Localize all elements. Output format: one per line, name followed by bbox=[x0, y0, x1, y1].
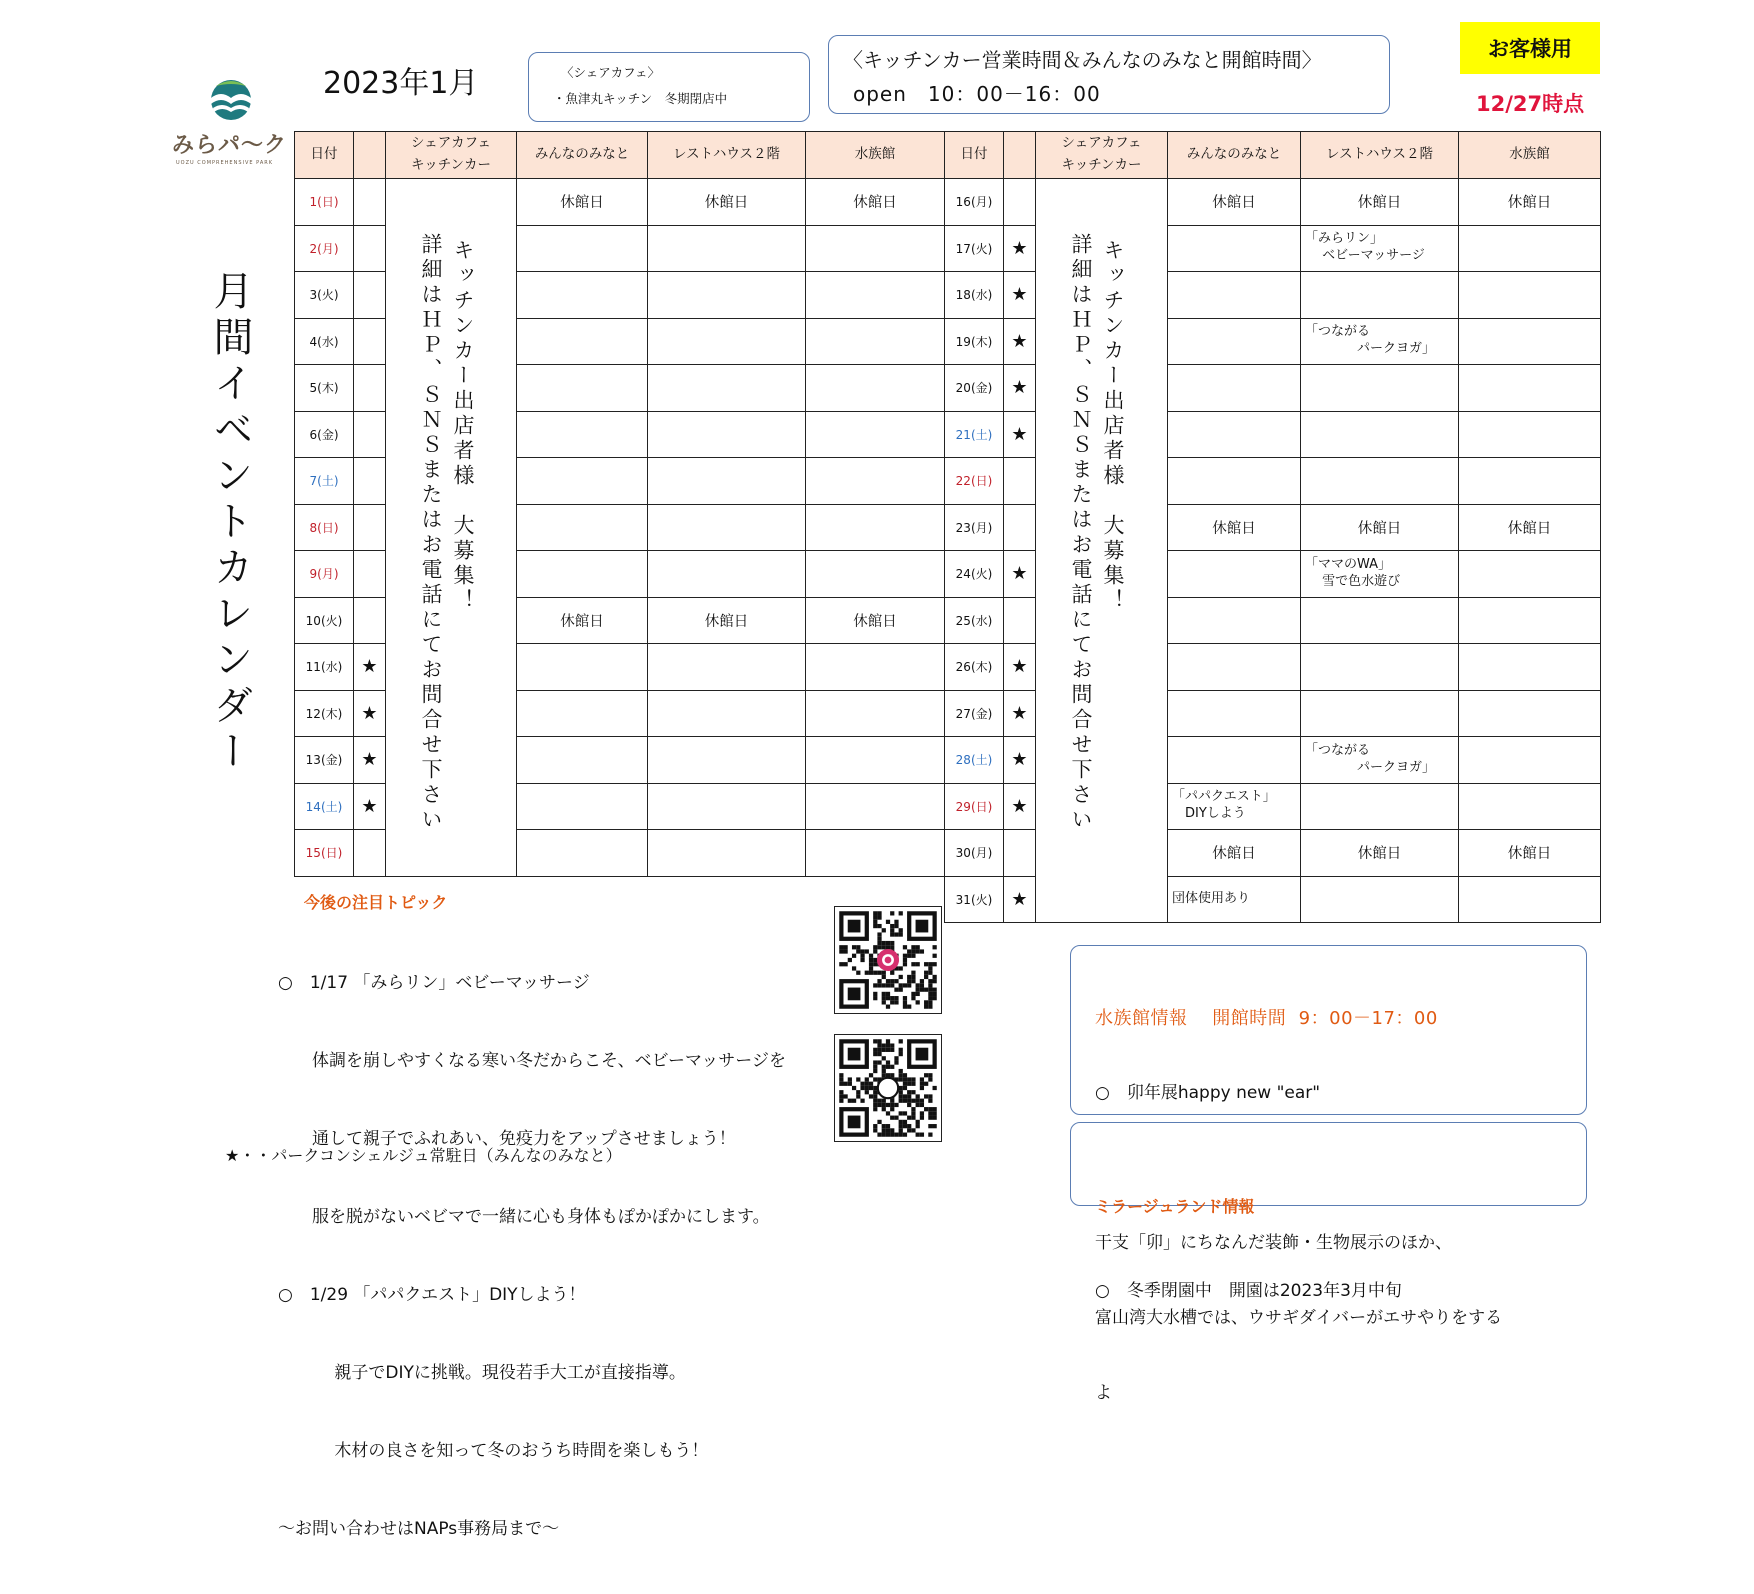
date-cell: 14(土) bbox=[295, 783, 354, 830]
col-header-aquarium: 水族館 bbox=[806, 132, 945, 179]
share-cafe-title: 〈シェアカフェ〉 bbox=[561, 65, 661, 80]
col-header-star bbox=[1004, 132, 1036, 179]
date-cell: 13(金) bbox=[295, 737, 354, 784]
aquarium-cell bbox=[1459, 876, 1601, 923]
minato-cell bbox=[517, 644, 648, 691]
aquarium-cell: 休館日 bbox=[806, 597, 945, 644]
aquarium-cell bbox=[1459, 783, 1601, 830]
date-cell: 19(木) bbox=[945, 318, 1004, 365]
hours-box bbox=[828, 35, 1390, 114]
concierge-star bbox=[354, 272, 386, 319]
minato-cell bbox=[517, 551, 648, 598]
logo-text: みらパ〜ク bbox=[172, 133, 288, 158]
minato-cell bbox=[1168, 737, 1301, 784]
minato-cell: 休館日 bbox=[1168, 504, 1301, 551]
date-cell: 23(月) bbox=[945, 504, 1004, 551]
resthouse-cell bbox=[1301, 783, 1459, 830]
topic-line: 通して親子でふれあい、免疫力をアップさせましょう！ bbox=[278, 1129, 736, 1149]
aquarium-cell bbox=[806, 365, 945, 412]
concierge-star: ★ bbox=[354, 737, 386, 784]
date-cell: 11(水) bbox=[295, 644, 354, 691]
concierge-star: ★ bbox=[1004, 272, 1036, 319]
concierge-star bbox=[354, 597, 386, 644]
resthouse-cell: 休館日 bbox=[1301, 504, 1459, 551]
page-title: 月間イベントカレンダー bbox=[207, 270, 253, 776]
aquarium-cell bbox=[806, 272, 945, 319]
aquarium-cell bbox=[806, 551, 945, 598]
col-header-resthouse: レストハウス２階 bbox=[1301, 132, 1459, 179]
topics-section bbox=[278, 890, 786, 1594]
aquarium-cell: 休館日 bbox=[1459, 504, 1601, 551]
concierge-star bbox=[354, 458, 386, 505]
date-cell: 6(金) bbox=[295, 411, 354, 458]
resthouse-cell bbox=[648, 458, 806, 505]
aquarium-heading: 水族館情報 開館時間 9：00－17：00 bbox=[1095, 1008, 1438, 1029]
aquarium-cell bbox=[806, 690, 945, 737]
mirageland-line: ○ 冬季閉園中 開園は2023年3月中旬 bbox=[1095, 1281, 1402, 1301]
concierge-star bbox=[1004, 504, 1036, 551]
resthouse-cell bbox=[648, 225, 806, 272]
concierge-star: ★ bbox=[1004, 644, 1036, 691]
kitchen-notice-contact: 詳細はＨＰ、ＳＮＳまたはお電話にてお問合せ下さい bbox=[1069, 233, 1093, 833]
resthouse-cell: 「ママのWA」 雪で色水遊び bbox=[1301, 551, 1459, 598]
share-cafe-box bbox=[528, 52, 810, 122]
col-header-minato: みんなのみなと bbox=[517, 132, 648, 179]
minato-cell bbox=[1168, 225, 1301, 272]
concierge-star bbox=[1004, 597, 1036, 644]
date-cell: 21(土) bbox=[945, 411, 1004, 458]
aquarium-line: 干支「卯」にちなんだ装飾・生物展示のほか、 bbox=[1095, 1233, 1452, 1253]
topic-line: 親子でDIYに挑戦。現役若手大工が直接指導。 bbox=[278, 1363, 686, 1383]
minato-cell bbox=[1168, 597, 1301, 644]
minato-cell bbox=[517, 225, 648, 272]
aquarium-cell bbox=[1459, 597, 1601, 644]
date-cell: 2(月) bbox=[295, 225, 354, 272]
aquarium-cell bbox=[806, 737, 945, 784]
date-cell: 28(土) bbox=[945, 737, 1004, 784]
topic-line: ～お問い合わせはNAPs事務局まで～ bbox=[278, 1519, 560, 1539]
aquarium-cell bbox=[1459, 551, 1601, 598]
resthouse-cell bbox=[1301, 411, 1459, 458]
minato-cell bbox=[1168, 365, 1301, 412]
resthouse-cell bbox=[648, 272, 806, 319]
concierge-star bbox=[354, 411, 386, 458]
concierge-star bbox=[354, 365, 386, 412]
aquarium-cell bbox=[1459, 644, 1601, 691]
kitchen-car-notice bbox=[386, 179, 517, 877]
date-cell: 9(月) bbox=[295, 551, 354, 598]
date-cell: 25(水) bbox=[945, 597, 1004, 644]
minato-cell bbox=[1168, 690, 1301, 737]
aquarium-cell bbox=[806, 458, 945, 505]
minato-cell: 団体使用あり bbox=[1168, 876, 1301, 923]
aquarium-cell bbox=[1459, 272, 1601, 319]
minato-cell bbox=[517, 737, 648, 784]
date-cell: 17(火) bbox=[945, 225, 1004, 272]
col-header-resthouse: レストハウス２階 bbox=[648, 132, 806, 179]
aquarium-cell bbox=[806, 318, 945, 365]
minato-cell: 休館日 bbox=[1168, 179, 1301, 226]
minato-cell bbox=[517, 272, 648, 319]
minato-cell bbox=[517, 690, 648, 737]
kitchen-car-notice bbox=[1036, 179, 1168, 923]
date-cell: 3(火) bbox=[295, 272, 354, 319]
aquarium-cell bbox=[1459, 318, 1601, 365]
date-cell: 20(金) bbox=[945, 365, 1004, 412]
resthouse-cell bbox=[1301, 876, 1459, 923]
mirageland-heading: ミラージュランド情報 bbox=[1095, 1197, 1255, 1216]
resthouse-cell bbox=[648, 830, 806, 877]
resthouse-cell bbox=[648, 737, 806, 784]
minato-cell bbox=[517, 365, 648, 412]
aquarium-cell bbox=[806, 783, 945, 830]
date-cell: 15(日) bbox=[295, 830, 354, 877]
minato-cell bbox=[517, 830, 648, 877]
date-cell: 4(水) bbox=[295, 318, 354, 365]
aquarium-line: よ bbox=[1095, 1383, 1112, 1403]
resthouse-cell bbox=[1301, 597, 1459, 644]
minato-cell bbox=[517, 783, 648, 830]
resthouse-cell bbox=[648, 365, 806, 412]
resthouse-cell: 「つながる パークヨガ」 bbox=[1301, 737, 1459, 784]
aquarium-cell bbox=[1459, 690, 1601, 737]
date-cell: 24(火) bbox=[945, 551, 1004, 598]
kitchen-notice-recruit: キッチンカー出店者様 大募集！ bbox=[1101, 239, 1125, 614]
concierge-star: ★ bbox=[354, 644, 386, 691]
minato-cell bbox=[1168, 272, 1301, 319]
aquarium-cell bbox=[1459, 411, 1601, 458]
calendar-table-right bbox=[944, 131, 1601, 923]
date-cell: 18(水) bbox=[945, 272, 1004, 319]
instagram-qr-code[interactable] bbox=[834, 906, 942, 1014]
aquarium-cell: 休館日 bbox=[1459, 179, 1601, 226]
date-cell: 22(日) bbox=[945, 458, 1004, 505]
kitchen-notice-recruit: キッチンカー出店者様 大募集！ bbox=[451, 239, 475, 614]
resthouse-cell bbox=[648, 411, 806, 458]
date-cell: 29(日) bbox=[945, 783, 1004, 830]
concierge-star: ★ bbox=[1004, 365, 1036, 412]
concierge-star bbox=[354, 225, 386, 272]
date-cell: 5(木) bbox=[295, 365, 354, 412]
resthouse-cell bbox=[1301, 272, 1459, 319]
resthouse-cell bbox=[648, 783, 806, 830]
topic-line: ○ 1/17 「みらリン」ベビーマッサージ bbox=[278, 973, 590, 993]
aquarium-cell bbox=[806, 225, 945, 272]
col-header-date: 日付 bbox=[295, 132, 354, 179]
logo-subtitle: UOZU COMPREHENSIVE PARK bbox=[176, 160, 274, 166]
col-header-star bbox=[354, 132, 386, 179]
topics-heading: 今後の注目トピック bbox=[304, 893, 448, 912]
resthouse-cell: 「みらリン」 ベビーマッサージ bbox=[1301, 225, 1459, 272]
hours-line: open 10：00－16：00 bbox=[853, 82, 1101, 106]
minato-cell bbox=[1168, 551, 1301, 598]
resthouse-cell bbox=[1301, 690, 1459, 737]
resthouse-cell: 「つながる パークヨガ」 bbox=[1301, 318, 1459, 365]
date-cell: 12(木) bbox=[295, 690, 354, 737]
topic-line: 体調を崩しやすくなる寒い冬だからこそ、ベビーマッサージを bbox=[278, 1051, 786, 1071]
topic-line: ○ 1/29 「パパクエスト」DIYしよう！ bbox=[278, 1285, 586, 1305]
concierge-star bbox=[354, 830, 386, 877]
aquarium-cell bbox=[1459, 458, 1601, 505]
aquarium-cell bbox=[1459, 225, 1601, 272]
concierge-star: ★ bbox=[1004, 737, 1036, 784]
hours-title: 〈キッチンカー営業時間＆みんなのみなと開館時間〉 bbox=[843, 48, 1322, 72]
line-qr-code[interactable] bbox=[834, 1034, 942, 1142]
resthouse-cell bbox=[648, 644, 806, 691]
aquarium-cell bbox=[806, 411, 945, 458]
minato-cell bbox=[517, 458, 648, 505]
concierge-star: ★ bbox=[1004, 225, 1036, 272]
concierge-star bbox=[354, 318, 386, 365]
date-cell: 7(土) bbox=[295, 458, 354, 505]
minato-cell: 休館日 bbox=[517, 597, 648, 644]
concierge-star: ★ bbox=[354, 783, 386, 830]
topic-line: 服を脱がないベビマで一緒に心も身体もぽかぽかにします。 bbox=[278, 1207, 770, 1227]
calendar-row bbox=[945, 179, 1601, 226]
date-cell: 8(日) bbox=[295, 504, 354, 551]
concierge-star: ★ bbox=[1004, 690, 1036, 737]
resthouse-cell bbox=[1301, 458, 1459, 505]
share-cafe-line: ・魚津丸キッチン 冬期閉店中 bbox=[553, 91, 728, 106]
resthouse-cell: 休館日 bbox=[1301, 179, 1459, 226]
resthouse-cell: 休館日 bbox=[1301, 830, 1459, 877]
concierge-star: ★ bbox=[1004, 876, 1036, 923]
customer-badge: お客様用 bbox=[1460, 22, 1600, 74]
aquarium-cell bbox=[1459, 737, 1601, 784]
concierge-star: ★ bbox=[354, 690, 386, 737]
col-header-date: 日付 bbox=[945, 132, 1004, 179]
topic-line: 木材の良さを知って冬のおうち時間を楽しもう！ bbox=[278, 1441, 709, 1461]
date-cell: 16(月) bbox=[945, 179, 1004, 226]
resthouse-cell bbox=[648, 551, 806, 598]
concierge-star bbox=[1004, 830, 1036, 877]
col-header-kitchen: シェアカフェ キッチンカー bbox=[1036, 132, 1168, 179]
concierge-star: ★ bbox=[1004, 551, 1036, 598]
minato-cell bbox=[1168, 318, 1301, 365]
resthouse-cell: 休館日 bbox=[648, 597, 806, 644]
date-cell: 30(月) bbox=[945, 830, 1004, 877]
aquarium-cell bbox=[806, 830, 945, 877]
aquarium-cell bbox=[806, 504, 945, 551]
concierge-star bbox=[354, 179, 386, 226]
minato-cell bbox=[1168, 644, 1301, 691]
date-cell: 26(木) bbox=[945, 644, 1004, 691]
kitchen-notice-contact: 詳細はＨＰ、ＳＮＳまたはお電話にてお問合せ下さい bbox=[419, 233, 443, 833]
resthouse-cell bbox=[1301, 365, 1459, 412]
minato-cell: 休館日 bbox=[1168, 830, 1301, 877]
aquarium-cell bbox=[1459, 365, 1601, 412]
minato-cell bbox=[1168, 411, 1301, 458]
aquarium-line: ○ 卯年展happy new "ear" bbox=[1095, 1083, 1321, 1103]
month-title: 2023年1月 bbox=[323, 66, 479, 101]
aquarium-cell bbox=[806, 644, 945, 691]
resthouse-cell bbox=[648, 318, 806, 365]
concierge-star: ★ bbox=[1004, 318, 1036, 365]
aquarium-cell: 休館日 bbox=[1459, 830, 1601, 877]
aquarium-line: 富山湾大水槽では、ウサギダイバーがエサやりをする bbox=[1095, 1308, 1503, 1328]
concierge-star bbox=[354, 551, 386, 598]
calendar-row bbox=[295, 179, 945, 226]
date-cell: 1(日) bbox=[295, 179, 354, 226]
resthouse-cell: 休館日 bbox=[648, 179, 806, 226]
minato-cell bbox=[1168, 458, 1301, 505]
as-of-date: 12/27時点 bbox=[1476, 92, 1585, 116]
concierge-star bbox=[1004, 179, 1036, 226]
concierge-star: ★ bbox=[1004, 411, 1036, 458]
resthouse-cell bbox=[648, 690, 806, 737]
resthouse-cell bbox=[648, 504, 806, 551]
date-cell: 31(火) bbox=[945, 876, 1004, 923]
star-legend: ★・・パークコンシェルジュ常駐日（みんなのみなと） bbox=[225, 1146, 622, 1165]
minato-cell bbox=[517, 318, 648, 365]
date-cell: 10(火) bbox=[295, 597, 354, 644]
calendar-table-left bbox=[294, 131, 945, 877]
concierge-star bbox=[354, 504, 386, 551]
minato-cell: 「パパクエスト」 DIYしよう bbox=[1168, 783, 1301, 830]
date-cell: 27(金) bbox=[945, 690, 1004, 737]
aquarium-cell: 休館日 bbox=[806, 179, 945, 226]
col-header-minato: みんなのみなと bbox=[1168, 132, 1301, 179]
resthouse-cell bbox=[1301, 644, 1459, 691]
minato-cell bbox=[517, 411, 648, 458]
minato-cell bbox=[517, 504, 648, 551]
col-header-aquarium: 水族館 bbox=[1459, 132, 1601, 179]
concierge-star bbox=[1004, 458, 1036, 505]
minato-cell: 休館日 bbox=[517, 179, 648, 226]
concierge-star: ★ bbox=[1004, 783, 1036, 830]
col-header-kitchen: シェアカフェ キッチンカー bbox=[386, 132, 517, 179]
